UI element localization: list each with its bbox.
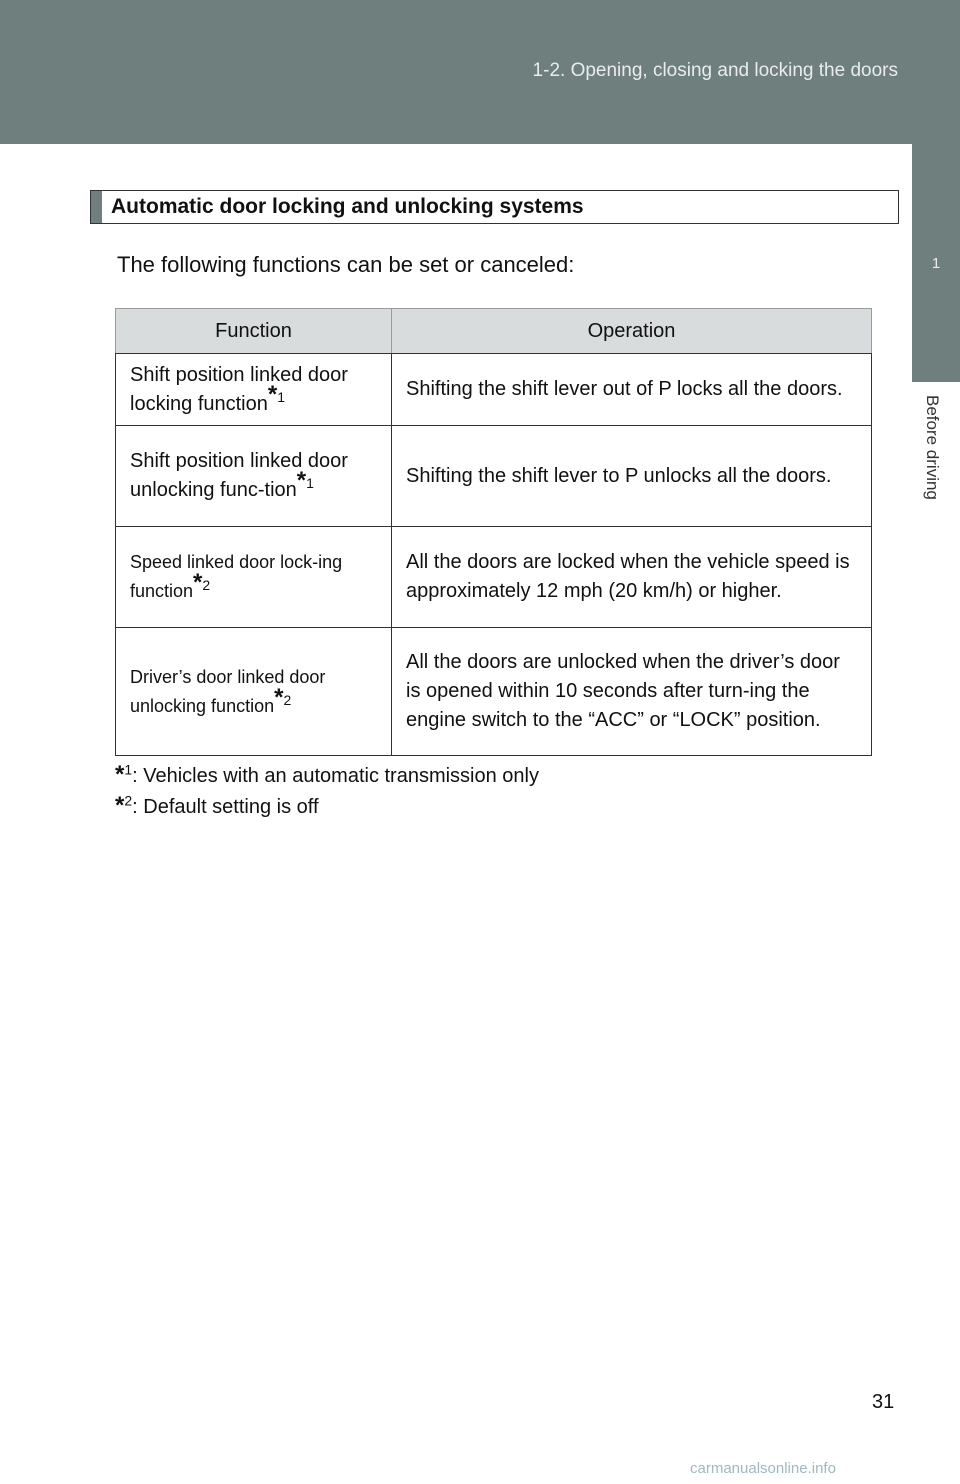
operation-cell: Shifting the shift lever out of P locks all the doors. (392, 354, 872, 426)
asterisk-icon: * (115, 761, 125, 788)
asterisk-icon: * (115, 792, 125, 819)
section-heading-box (90, 190, 899, 224)
watermark: carmanualsonline.info (690, 1460, 836, 1477)
column-header-operation: Operation (392, 309, 872, 354)
function-cell (116, 527, 392, 628)
page-number: 31 (872, 1391, 895, 1413)
footnote-ref: 2 (283, 691, 292, 708)
footnote-ref: 2 (202, 577, 211, 593)
table-row (116, 527, 872, 628)
asterisk-icon: * (267, 380, 278, 408)
table-row (116, 354, 872, 426)
footnote-text: : Vehicles with an automatic transmission only (132, 765, 539, 787)
function-cell (116, 354, 392, 426)
footnote-text: : Default setting is off (132, 796, 319, 818)
chapter-label: Before driving (923, 395, 942, 500)
function-cell (116, 628, 392, 756)
column-header-function: Function (116, 309, 392, 354)
function-cell (116, 426, 392, 527)
footnote-marker: 2 (124, 792, 133, 809)
section-heading: Automatic door locking and unlocking systems (111, 195, 584, 218)
operation-cell: All the doors are unlocked when the driver’s door is opened within 10 seconds after turn-ing the engine switch to the “ACC” or “LOCK” position. (392, 628, 872, 756)
footnote-marker: 1 (124, 761, 133, 778)
footnote-ref: 1 (306, 475, 314, 492)
heading-accent-bar (91, 191, 102, 223)
footnotes (115, 760, 539, 822)
asterisk-icon: * (193, 569, 203, 596)
function-text: Driver’s door linked door unlocking function (130, 666, 326, 716)
asterisk-icon: * (296, 467, 307, 495)
operation-cell: Shifting the shift lever to P unlocks all the doors. (392, 426, 872, 527)
table-row (116, 426, 872, 527)
table-row (116, 628, 872, 756)
function-text: Speed linked door lock-ing function (130, 552, 343, 601)
page-header (0, 0, 960, 144)
footnote (115, 791, 539, 822)
function-text: Shift position linked door locking function (130, 363, 348, 415)
operation-cell: All the doors are locked when the vehicle speed is approximately 12 mph (20 km/h) or higher. (392, 527, 872, 628)
header-section-title: 1-2. Opening, closing and locking the doors (532, 60, 898, 81)
footnote-ref: 1 (277, 388, 286, 405)
table-header-row (116, 309, 872, 354)
footnote (115, 760, 539, 791)
function-table (115, 308, 872, 756)
chapter-number: 1 (931, 255, 941, 272)
function-text: Shift position linked door unlocking func-tion (130, 450, 348, 501)
intro-text: The following functions can be set or canceled: (117, 252, 575, 277)
asterisk-icon: * (274, 683, 284, 711)
